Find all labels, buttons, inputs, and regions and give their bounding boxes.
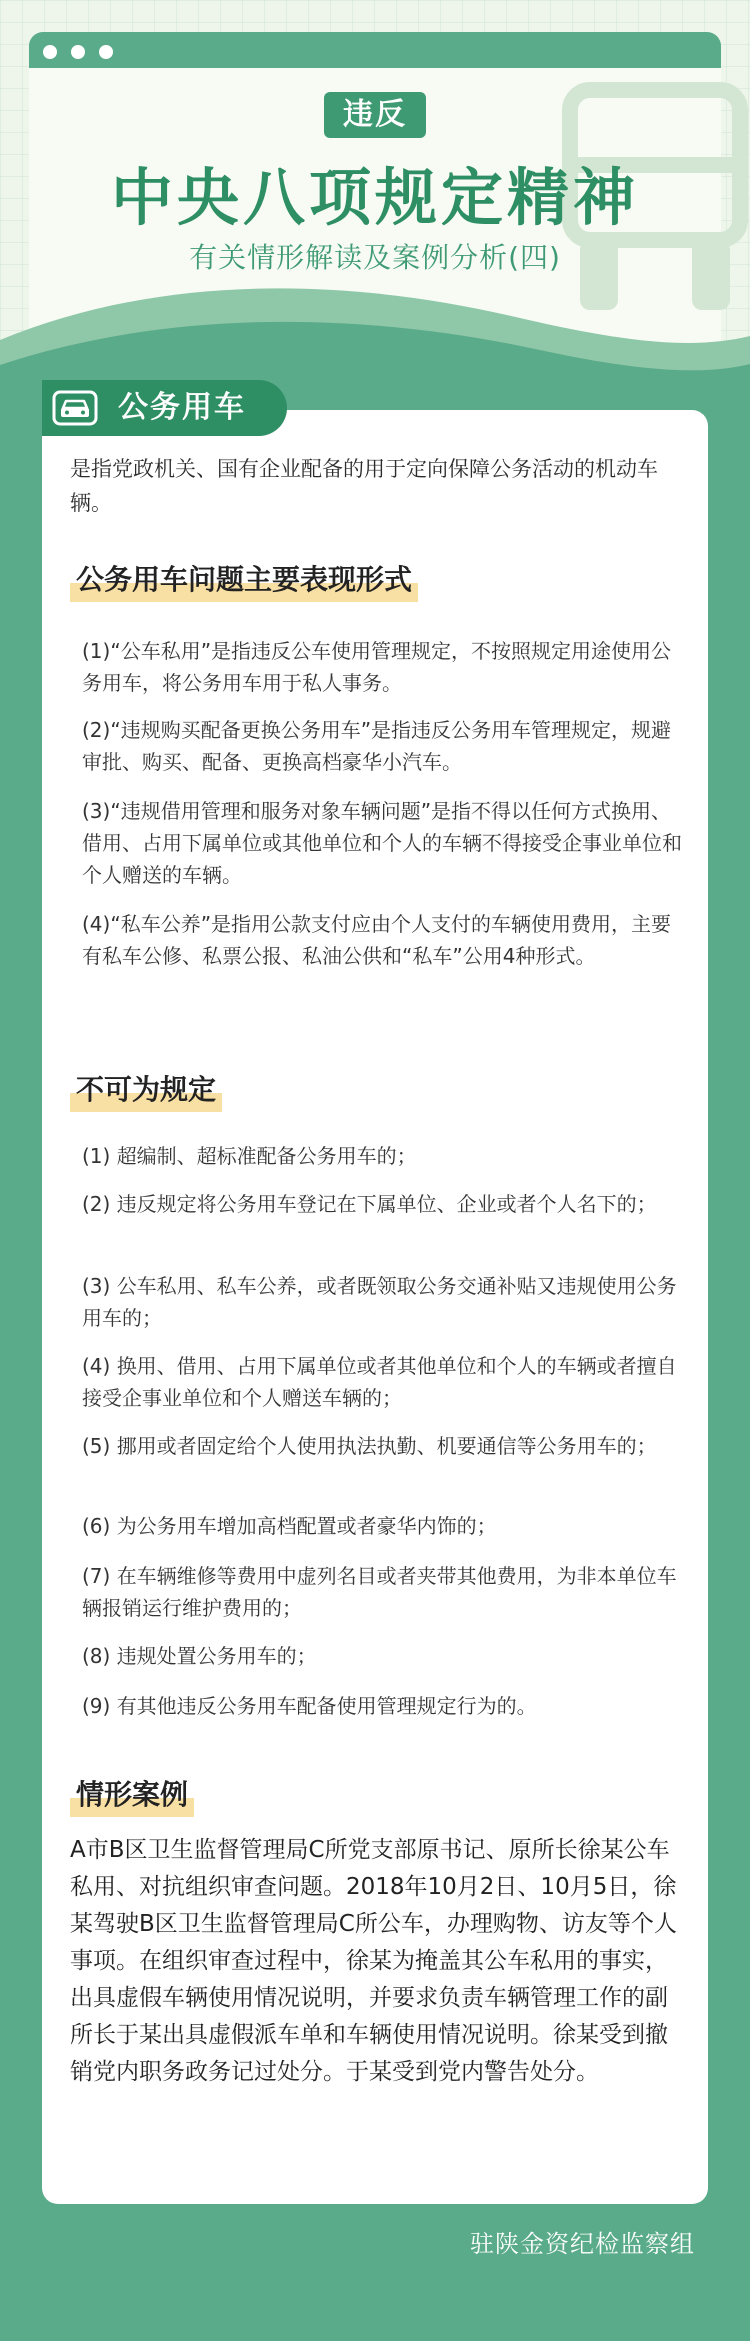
page-title: 中央八项规定精神 <box>110 161 639 234</box>
window-dot-icon <box>71 45 85 59</box>
forms-item: (3)“违规借用管理和服务对象车辆问题”是指不得以任何方式换用、借用、占用下属单位或其他单位和个人的车辆不得接受企事业单位和个人赠送的车辆。 <box>82 799 682 887</box>
section-intro: 是指党政机关、国有企业配备的用于定向保障公务活动的机动车辆。 <box>70 457 658 515</box>
rules-item: (7) 在车辆维修等费用中虚列名目或者夹带其他费用，为非本单位车辆报销运行维护费用的； <box>82 1564 677 1620</box>
forms-heading: 公务用车问题主要表现形式 <box>70 560 418 602</box>
window-dot-icon <box>99 45 113 59</box>
rules-heading: 不可为规定 <box>70 1070 222 1112</box>
forms-item: (4)“私车公养”是指用公款支付应由个人支付的车辆使用费用，主要有私车公修、私票公报、私油公供和“私车”公用4种形式。 <box>82 912 672 968</box>
rules-item: (2) 违反规定将公务用车登记在下属单位、企业或者个人名下的； <box>82 1192 657 1216</box>
section-title: 公务用车 <box>118 390 246 425</box>
footer-org: 驻陕金资纪检监察组 <box>470 2230 695 2258</box>
rules-item: (1) 超编制、超标准配备公务用车的； <box>82 1144 417 1168</box>
window-dot-icon <box>43 45 57 59</box>
forms-item: (1)“公车私用”是指违反公车使用管理规定，不按照规定用途使用公务用车，将公务用车用于私人事务。 <box>82 639 672 695</box>
rules-item: (3) 公车私用、私车公养，或者既领取公务交通补贴又违规使用公务用车的； <box>82 1274 677 1330</box>
forms-item: (2)“违规购买配备更换公务用车”是指违反公务用车管理规定，规避审批、购买、配备、更换高档豪华小汽车。 <box>82 718 672 774</box>
case-text: A市B区卫生监督管理局C所党支部原书记、原所长徐某公车私用、对抗组织审查问题。2018年10月2日、10月5日，徐某驾驶B区卫生监督管理局C所公车，办理购物、访友等个人事项。在组织审查过程中，徐某为掩盖其公车私用的事实，出具虚假车辆使用情况说明，并要求负责车辆管理工作的副所长于某出具虚假派车单和车辆使用情况说明。徐某受到撤销党内职务政务记过处分。于某受到党内警告处分。 <box>70 1837 677 2085</box>
rules-item: (9) 有其他违反公务用车配备使用管理规定行为的。 <box>82 1694 537 1718</box>
page-subtitle: 有关情形解读及案例分析(四) <box>189 241 561 274</box>
section-badge <box>42 380 287 436</box>
violation-tag: 违反 <box>324 92 426 138</box>
case-heading: 情形案例 <box>70 1775 194 1817</box>
rules-item: (6) 为公务用车增加高档配置或者豪华内饰的； <box>82 1514 497 1538</box>
rules-item: (8) 违规处置公务用车的； <box>82 1644 317 1668</box>
car-icon <box>50 388 100 428</box>
rules-item: (4) 换用、借用、占用下属单位或者其他单位和个人的车辆或者擅自接受企事业单位和个人赠送车辆的； <box>82 1354 677 1410</box>
rules-item: (5) 挪用或者固定给个人使用执法执勤、机要通信等公务用车的； <box>82 1434 657 1458</box>
header-banner <box>0 0 750 420</box>
